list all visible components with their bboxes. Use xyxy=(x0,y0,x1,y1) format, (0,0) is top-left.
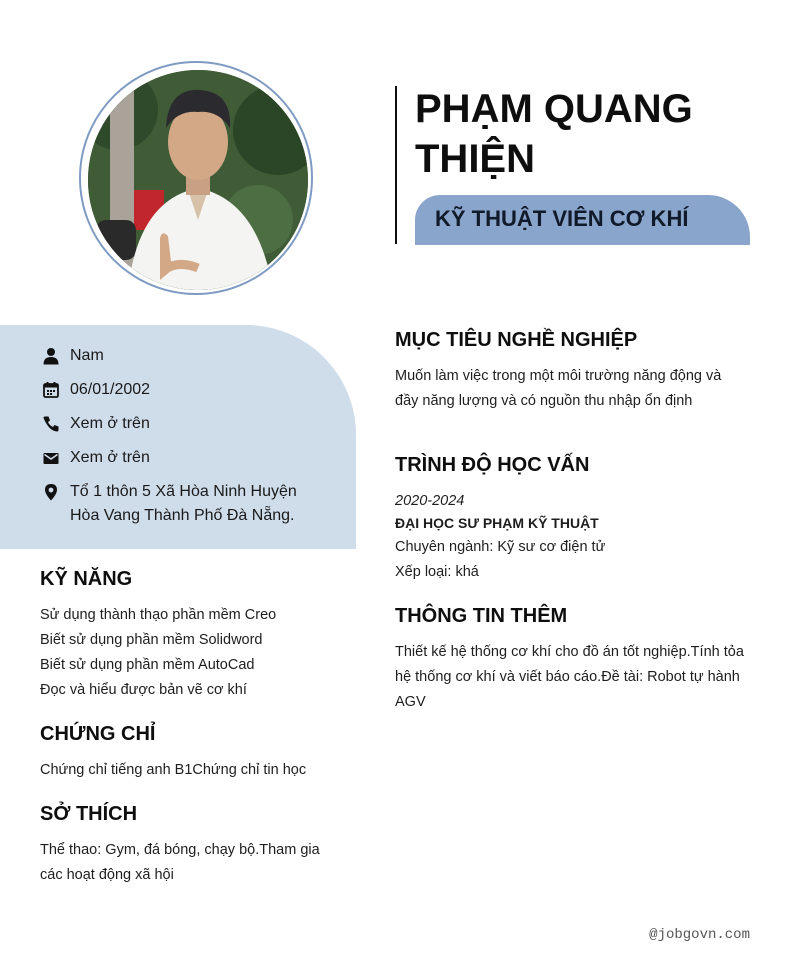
objective-heading: MỤC TIÊU NGHỀ NGHIỆP xyxy=(395,329,638,351)
certificates-text: Chứng chỉ tiếng anh B1Chứng chỉ tin học xyxy=(40,762,307,778)
gender-value: Nam xyxy=(70,347,104,364)
additional-info-heading: THÔNG TIN THÊM xyxy=(395,605,568,627)
education-grade: Xếp loại: khá xyxy=(395,564,479,580)
person-icon xyxy=(42,347,60,365)
watermark: @jobgovn.com xyxy=(649,927,750,943)
mail-icon xyxy=(42,449,60,467)
education-school: ĐẠI HỌC SƯ PHẠM KỸ THUẬT xyxy=(395,515,599,531)
skills-heading: KỸ NĂNG xyxy=(40,568,133,590)
objective-text: Muốn làm việc trong một môi trường năng động và đầy năng lượng và có nguồn thu nhập ổn định xyxy=(395,368,722,409)
address-line-2: Hòa Vang Thành Phố Đà Nẵng. xyxy=(70,507,295,524)
skill-item: Sử dụng thành thạo phần mềm Creo xyxy=(40,607,277,623)
education-period: 2020-2024 xyxy=(395,493,465,509)
phone-icon xyxy=(42,415,60,433)
email-value: Xem ở trên xyxy=(70,449,150,466)
education-heading: TRÌNH ĐỘ HỌC VẤN xyxy=(395,454,590,476)
address-line-1: Tổ 1 thôn 5 Xã Hòa Ninh Huyện xyxy=(70,483,297,500)
profile-photo-illustration xyxy=(88,70,308,290)
additional-info-text: Thiết kế hệ thống cơ khí cho đồ án tốt nghiệp.Tính tỏa hệ thống cơ khí và viết báo cáo.Đề tài: Robot tự hành AGV xyxy=(395,644,744,710)
header-divider xyxy=(395,86,397,244)
profile-photo xyxy=(88,70,308,290)
education-major: Chuyên ngành: Kỹ sư cơ điện tử xyxy=(395,539,606,555)
certificates-heading: CHỨNG CHỈ xyxy=(40,723,156,745)
skill-item: Biết sử dụng phần mềm AutoCad xyxy=(40,657,255,673)
job-title: KỸ THUẬT VIÊN CƠ KHÍ xyxy=(435,206,689,231)
phone-value: Xem ở trên xyxy=(70,415,150,432)
calendar-icon xyxy=(42,381,60,399)
skill-item: Đọc và hiểu được bản vẽ cơ khí xyxy=(40,682,247,698)
hobbies-text: Thể thao: Gym, đá bóng, chạy bộ.Tham gia các hoạt động xã hội xyxy=(40,842,320,883)
candidate-name: PHẠM QUANG THIỆN xyxy=(415,87,693,181)
location-pin-icon xyxy=(42,483,60,501)
hobbies-heading: SỞ THÍCH xyxy=(40,803,138,825)
skill-item: Biết sử dụng phần mềm Solidword xyxy=(40,632,263,648)
birthdate-value: 06/01/2002 xyxy=(70,381,151,398)
